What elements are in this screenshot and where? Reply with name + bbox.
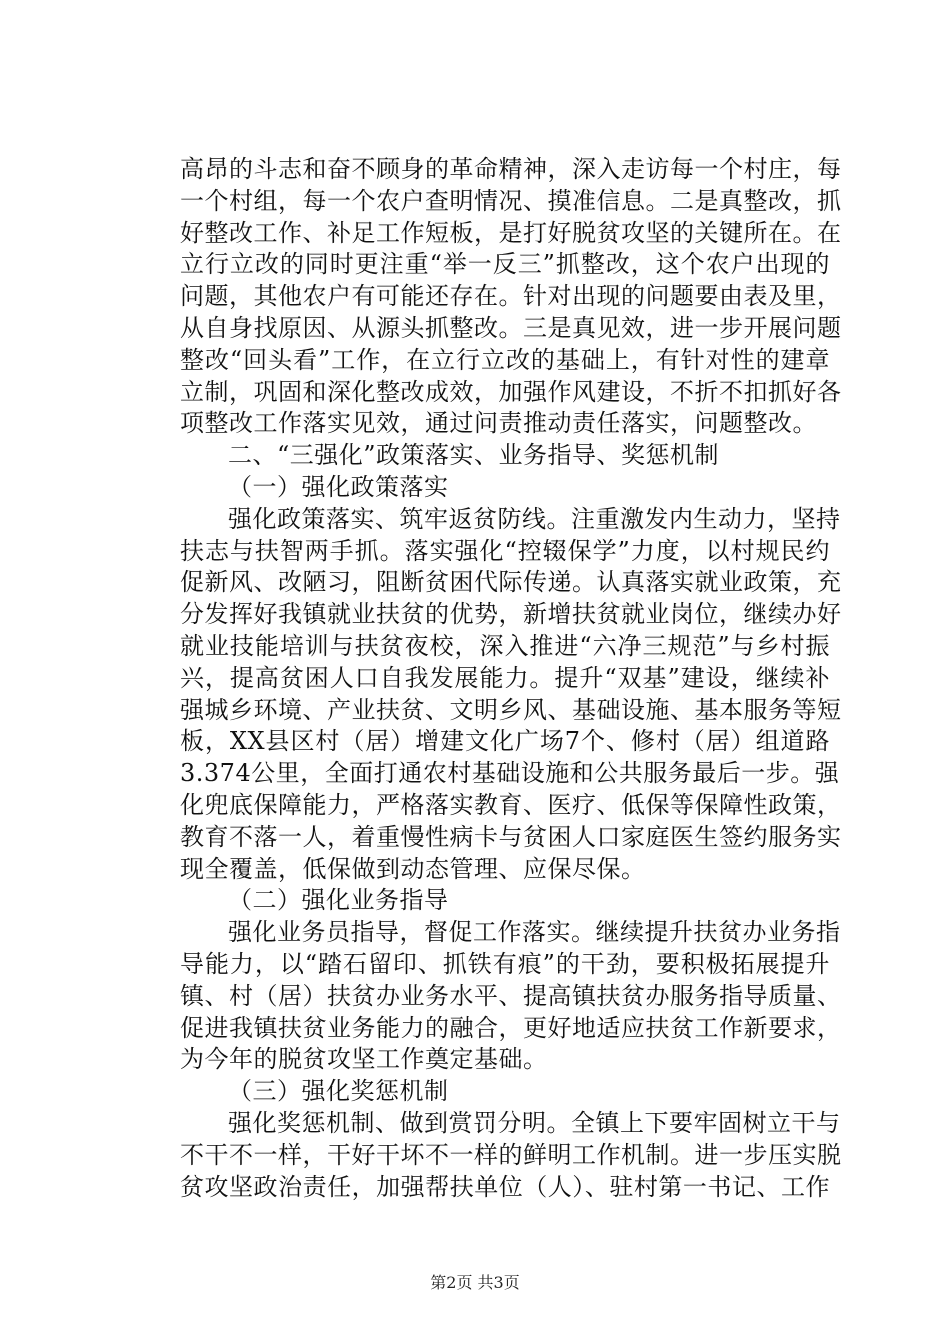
text-line: 教育不落一人，着重慢性病卡与贫困人口家庭医生签约服务实 [180, 822, 842, 851]
text-line: 扶志与扶智两手抓。落实强化“控辍保学”力度，以村规民约 [180, 536, 830, 565]
text-line: 从自身找原因、从源头抓整改。三是真见效，进一步开展问题 [180, 313, 842, 342]
text-line: 强化奖惩机制、做到赏罚分明。全镇上下要牢固树立干与 [228, 1108, 841, 1137]
document-body [180, 154, 842, 1203]
text-line: 为今年的脱贫攻坚工作奠定基础。 [180, 1045, 548, 1074]
text-line: 就业技能培训与扶贫夜校，深入推进“六净三规范”与乡村振 [180, 631, 830, 660]
text-line: 二、“三强化”政策落实、业务指导、奖惩机制 [228, 441, 720, 470]
text-line: 化兜底保障能力，严格落实教育、医疗、低保等保障性政策， [180, 790, 842, 819]
text-line: 导能力，以“踏石留印、抓铁有痕”的干劲，要积极拓展提升 [180, 949, 830, 978]
text-line: 镇、村（居）扶贫办业务水平、提高镇扶贫办服务指导质量、 [180, 981, 842, 1010]
text-line: （三）强化奖惩机制 [228, 1077, 449, 1106]
text-line: 立制，巩固和深化整改成效，加强作风建设，不折不扣抓好各 [180, 377, 842, 406]
text-line: 贫攻坚政治责任，加强帮扶单位（人）、驻村第一书记、工作 [180, 1172, 830, 1201]
text-line: （一）强化政策落实 [228, 472, 449, 501]
text-line: 兴，提高贫困人口自我发展能力。提升“双基”建设，继续补 [180, 663, 830, 692]
text-line: 3.374公里，全面打通农村基础设施和公共服务最后一步。强 [180, 759, 840, 788]
text-line: 好整改工作、补足工作短板，是打好脱贫攻坚的关键所在。在 [180, 218, 842, 247]
page-footer: 第2页 共3页 [430, 1273, 520, 1292]
text-line: 立行立改的同时更注重“举一反三”抓整改，这个农户出现的 [180, 250, 830, 279]
text-line: 分发挥好我镇就业扶贫的优势，新增扶贫就业岗位，继续办好 [180, 600, 842, 629]
text-line: 整改“回头看”工作，在立行立改的基础上，有针对性的建章 [180, 345, 830, 374]
text-line: 促进我镇扶贫业务能力的融合，更好地适应扶贫工作新要求， [180, 1013, 842, 1042]
text-line: 强化政策落实、筑牢返贫防线。注重激发内生动力，坚持 [228, 504, 841, 533]
text-line: 问题，其他农户有可能还存在。针对出现的问题要由表及里， [180, 282, 842, 311]
text-line: 一个村组，每一个农户查明情况、摸准信息。二是真整改，抓 [180, 186, 842, 215]
text-line: 项整改工作落实见效，通过问责推动责任落实，问题整改。 [180, 409, 817, 438]
text-line: （二）强化业务指导 [228, 886, 449, 915]
text-line: 板，XX县区村（居）增建文化广场7个、修村（居）组道路 [180, 727, 830, 756]
text-line: 不干不一样，干好干坏不一样的鲜明工作机制。进一步压实脱 [180, 1140, 842, 1169]
text-line: 强城乡环境、产业扶贫、文明乡风、基础设施、基本服务等短 [180, 695, 842, 724]
text-line: 高昂的斗志和奋不顾身的革命精神，深入走访每一个村庄，每 [180, 155, 842, 183]
text-line: 促新风、改陋习，阻断贫困代际传递。认真落实就业政策，充 [180, 568, 842, 597]
text-line: 现全覆盖，低保做到动态管理、应保尽保。 [180, 854, 646, 883]
text-line: 强化业务员指导，督促工作落实。继续提升扶贫办业务指 [228, 918, 841, 947]
